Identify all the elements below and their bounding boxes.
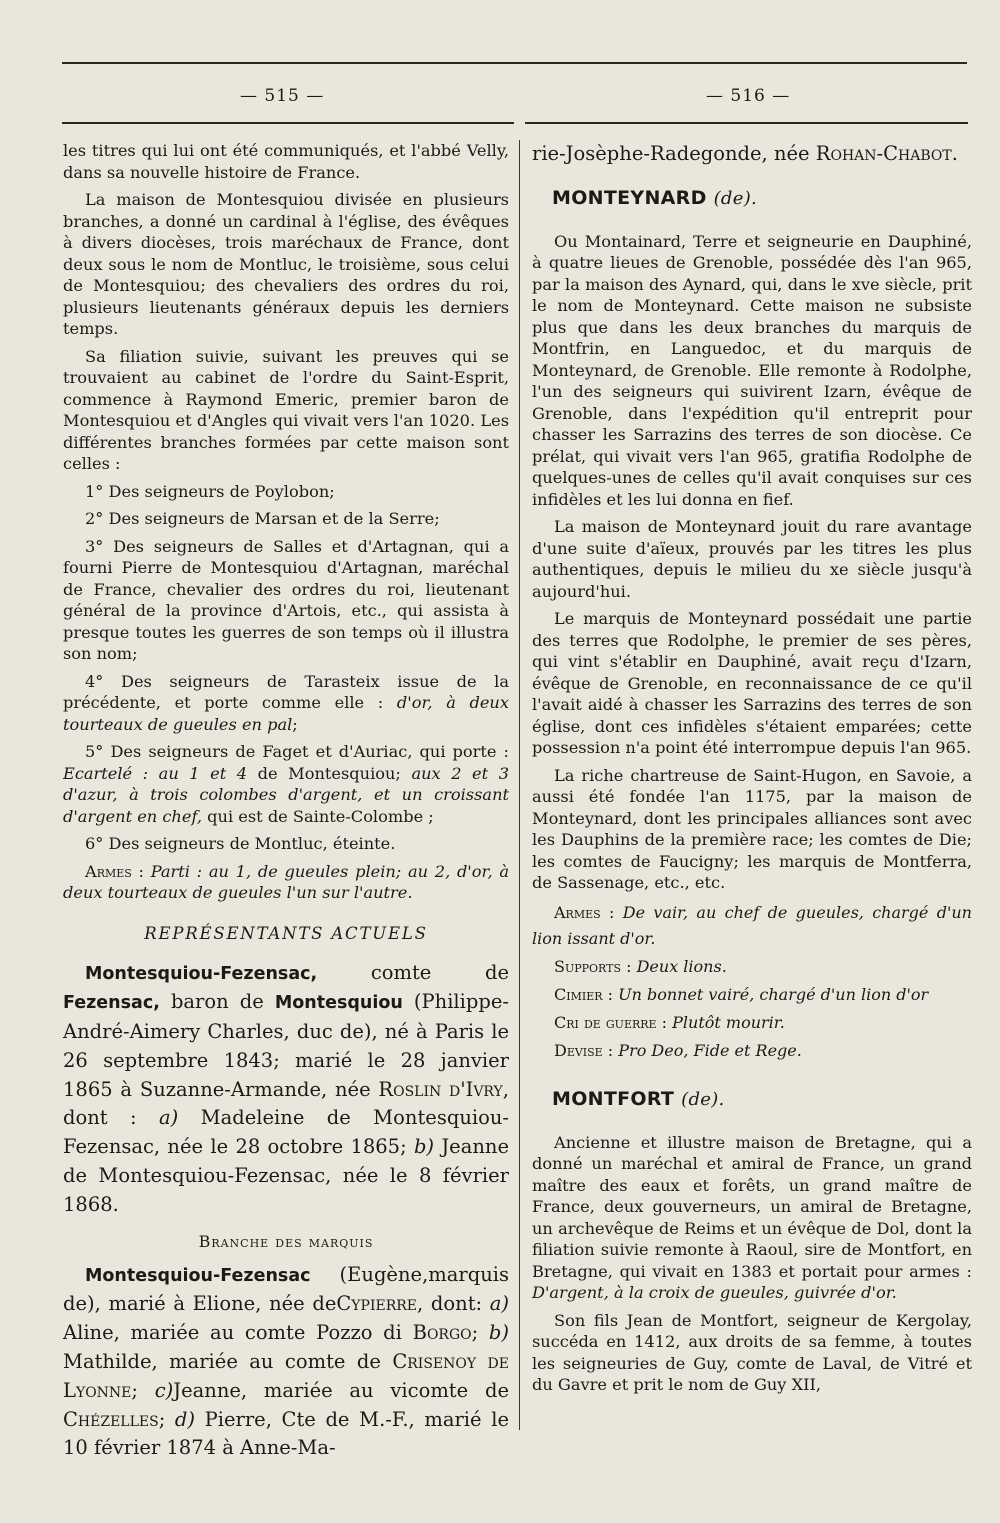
paragraph: La maison de Monteynard jouit du rare avantage d'une suite d'aïeux, prouvés par les titres les plus authentiques, depuis le milieu du xe siècle jusqu'à aujourd'hui. bbox=[532, 517, 972, 601]
marker: a) bbox=[489, 1292, 509, 1316]
text: dont : bbox=[63, 1106, 137, 1130]
left-column bbox=[63, 140, 509, 1469]
armes-key: Armes : bbox=[554, 902, 615, 922]
list-item: 6° Des seigneurs de Montluc, éteinte. bbox=[85, 834, 396, 853]
entry-name: Montesquiou bbox=[274, 993, 403, 1014]
text: Madeleine de Montesquiou-Fezensac, née le 28 octobre 1865; bbox=[63, 1106, 510, 1159]
paragraph: Ou Montainard, Terre et seigneurie en Dauphiné, à quatre lieues de Grenoble, possédée dès l'an 965, par la maison des Aynard, qui, dans le xve siècle, prit le nom de Monteynard. Cette maison ne subsiste plus que dans les deux branches du marquis de Montfrin, en Languedoc, et du marquis de Monteynard, de Grenoble. Elle remonte à Rodolphe, l'un des seigneurs qui suivirent Izarn, évêque de Grenoble, dans l'expédition qu'il entreprit pour chasser les Sarrazins des terres de son diocèse. Ce prélat, qui vivait vers l'an 965, gratifia Rodolphe de quelques-unes de celles qu'il avait conquises sur ces infidèles et les lui donna en fief. bbox=[532, 231, 972, 509]
text: (Philippe-André-Aimery Charles, duc de), né à Paris le 26 septembre 1843; marié le 28 janvier 1865 à Suzanne-Armande, née bbox=[63, 990, 509, 1101]
text: Pierre, Cte de M.-F., marié le 10 février 1874 à Anne-Ma- bbox=[63, 1407, 509, 1460]
heading-particle: (de). bbox=[681, 1088, 725, 1110]
page-number-left: — 515 — bbox=[240, 86, 325, 106]
text: baron de bbox=[170, 990, 264, 1014]
blazon-text: Ecartelé : au 1 et 4 bbox=[63, 763, 248, 783]
armes-value: Parti : au 1, de gueules plein; au 2, d'or, à deux tourteaux de gueules l'un sur l'autre. bbox=[63, 861, 509, 902]
armes-key: Armes : bbox=[85, 861, 144, 881]
heading-montfort bbox=[532, 1088, 972, 1110]
list-item: 1° Des seigneurs de Poylobon; bbox=[85, 481, 335, 501]
paragraph: Le marquis de Monteynard possédait une partie des terres que Rodolphe, le premier de ses pères, qui vint s'établir en Dauphiné, avait reçu d'Izarn, évêque de Grenoble, en reconnaissance de ce qu'il l'avait aidé à chasser les Sarrazins des terres de son église, dont ces infidèles s'étaient emparées; cette possession n'a point été interrompue depuis l'an 965. bbox=[532, 609, 972, 758]
list-item: 3° Des seigneurs de Salles et d'Artagnan, qui a fourni Pierre de Montesquiou d'Artagnan, maréchal de France, chevalier des ordres du roi, lieutenant général de la province d'Artois, etc., qui assista à presque toutes les guerres de son temps où il illustra son nom; bbox=[63, 536, 509, 663]
text: ; bbox=[471, 1321, 479, 1345]
blazon-text: d'or, à deux tourteaux de gueules en pal bbox=[63, 693, 509, 734]
heading-text: MONTFORT bbox=[552, 1087, 675, 1110]
column-divider bbox=[519, 140, 520, 1430]
heading-text: MONTEYNARD bbox=[552, 186, 707, 209]
supports-value: Deux lions. bbox=[636, 956, 727, 976]
devise-value: Pro Deo, Fide et Rege. bbox=[618, 1040, 802, 1060]
text: qui est de Sainte-Colombe ; bbox=[207, 806, 434, 826]
blazon-text: D'argent, à la croix de gueules, guivrée d'or. bbox=[532, 1283, 897, 1303]
paragraph: La maison de Montesquiou divisée en plusieurs branches, a donné un cardinal à l'église, des évêques à divers diocèses, trois maréchaux de France, dont deux sous le nom de Montluc, le troisième, sous celui de Montesquiou; des chevaliers des ordres du roi, plusieurs lieutenants généraux depuis les derniers temps. bbox=[63, 190, 509, 338]
paragraph: La riche chartreuse de Saint-Hugon, en Savoie, a aussi été fondée l'an 1175, par la maison de Monteynard, dont les principales alliances sont avec les Dauphins de la première race; les comtes de Die; les comtes de Faucigny; les marquis de Montferra, de Sassenage, etc., etc. bbox=[532, 765, 972, 893]
top-rule bbox=[62, 62, 967, 64]
surname: Borgo bbox=[412, 1321, 472, 1345]
surname: Roslin d'Ivry, bbox=[378, 1077, 509, 1101]
surname: Cypierre, bbox=[336, 1292, 424, 1316]
devise-key: Devise : bbox=[554, 1040, 614, 1060]
cri-value: Plutôt mourir. bbox=[672, 1012, 785, 1032]
section-heading-representants: REPRÉSENTANTS ACTUELS bbox=[144, 923, 428, 943]
text: Aline, mariée au comte Pozzo di bbox=[63, 1321, 402, 1345]
marker: b) bbox=[488, 1321, 509, 1345]
blazon-text: aux 2 et 3 d'azur, à trois colombes d'argent, et un croissant d'argent en chef, bbox=[63, 763, 509, 826]
text: ; bbox=[131, 1378, 138, 1402]
marker: a) bbox=[159, 1106, 179, 1130]
surname: Rohan-Chabot. bbox=[815, 142, 958, 165]
armes-line bbox=[63, 861, 509, 904]
text: rie-Josèphe-Radegonde, née bbox=[532, 142, 810, 165]
cimier-line bbox=[532, 982, 972, 1008]
text: (Eugène,marquis de), marié à Elione, née de bbox=[63, 1262, 509, 1316]
marker: b) bbox=[413, 1135, 435, 1159]
paragraph: les titres qui lui ont été communiqués, et l'abbé Velly, dans sa nouvelle histoire de France. bbox=[63, 141, 509, 182]
surname: Crisenoy de Lyonne bbox=[63, 1350, 509, 1402]
page-number-right: — 516 — bbox=[706, 86, 791, 106]
supports-line bbox=[532, 954, 972, 980]
paragraph bbox=[532, 1132, 972, 1304]
text: Jeanne de Montesquiou-Fezensac, née le 8 février 1868. bbox=[63, 1135, 509, 1216]
text: ; bbox=[158, 1407, 166, 1431]
list-item: 2° Des seigneurs de Marsan et de la Serre; bbox=[85, 509, 440, 528]
header-rule-right bbox=[525, 122, 968, 124]
text: 5° Des seigneurs de Faget et d'Auriac, qui porte : bbox=[85, 742, 509, 761]
continuation-paragraph bbox=[532, 140, 972, 169]
armes-line bbox=[532, 900, 972, 952]
cimier-key: Cimier : bbox=[554, 984, 613, 1004]
armes-value: De vair, au chef de gueules, chargé d'un lion issant d'or. bbox=[532, 902, 972, 948]
cri-key: Cri de guerre : bbox=[554, 1012, 668, 1032]
marker: c) bbox=[154, 1378, 174, 1402]
header-rule-left bbox=[62, 122, 514, 124]
list-item bbox=[63, 671, 509, 736]
heading-monteynard bbox=[532, 187, 972, 209]
text: 4° Des seigneurs de Tarasteix issue de la précédente, et porte comme elle : bbox=[63, 671, 509, 712]
text: comte de bbox=[370, 960, 510, 984]
paragraph: Sa filiation suivie, suivant les preuves qui se trouvaient au cabinet de l'ordre du Saint-Esprit, commence à Raymond Emeric, premier baron de Montesquiou et d'Angles qui vivait vers l'an 1020. Les différentes branches formées par cette maison sont celles : bbox=[63, 346, 509, 473]
right-column bbox=[532, 140, 972, 1402]
text: Ancienne et illustre maison de Bretagne, qui a donné un maréchal et amiral de France, un grand maître des eaux et forêts, un grand maître de France, deux gouverneurs, un amiral de Bretagne, un archevêque de Reims et un évêque de Dol, dont la filiation suivie remonte à Raoul, sire de Montfort, en Bretagne, qui vivait en 1383 et portait pour armes : bbox=[532, 1132, 972, 1281]
cimier-value: Un bonnet vairé, chargé d'un lion d'or bbox=[618, 984, 929, 1004]
text: Jeanne, mariée au vicomte de bbox=[173, 1378, 509, 1402]
entry-name: Montesquiou-Fezensac bbox=[85, 1265, 311, 1286]
entry-paragraph bbox=[63, 1261, 509, 1464]
devise-line bbox=[532, 1038, 972, 1064]
paragraph: Son fils Jean de Montfort, seigneur de Kergolay, succéda en 1412, aux droits de sa femme, à toutes les seigneuries de Guy, comte de Laval, de Vitré et du Gavre et prit le nom de Guy XII, bbox=[532, 1310, 972, 1395]
text: Mathilde, mariée au comte de bbox=[63, 1350, 381, 1374]
branch-heading: Branche des marquis bbox=[198, 1231, 374, 1251]
text: dont: bbox=[430, 1292, 483, 1316]
cri-line bbox=[532, 1010, 972, 1036]
entry-name: Fezensac, bbox=[63, 993, 160, 1014]
entry-name: Montesquiou-Fezensac, bbox=[85, 963, 318, 984]
entry-paragraph bbox=[63, 959, 509, 1220]
text: de Montesquiou; bbox=[257, 763, 401, 783]
surname: Chézelles bbox=[63, 1407, 159, 1431]
marker: d) bbox=[174, 1407, 195, 1431]
list-item bbox=[63, 741, 509, 827]
heading-particle: (de). bbox=[713, 187, 758, 209]
supports-key: Supports : bbox=[554, 956, 632, 976]
text: ; bbox=[292, 714, 298, 734]
